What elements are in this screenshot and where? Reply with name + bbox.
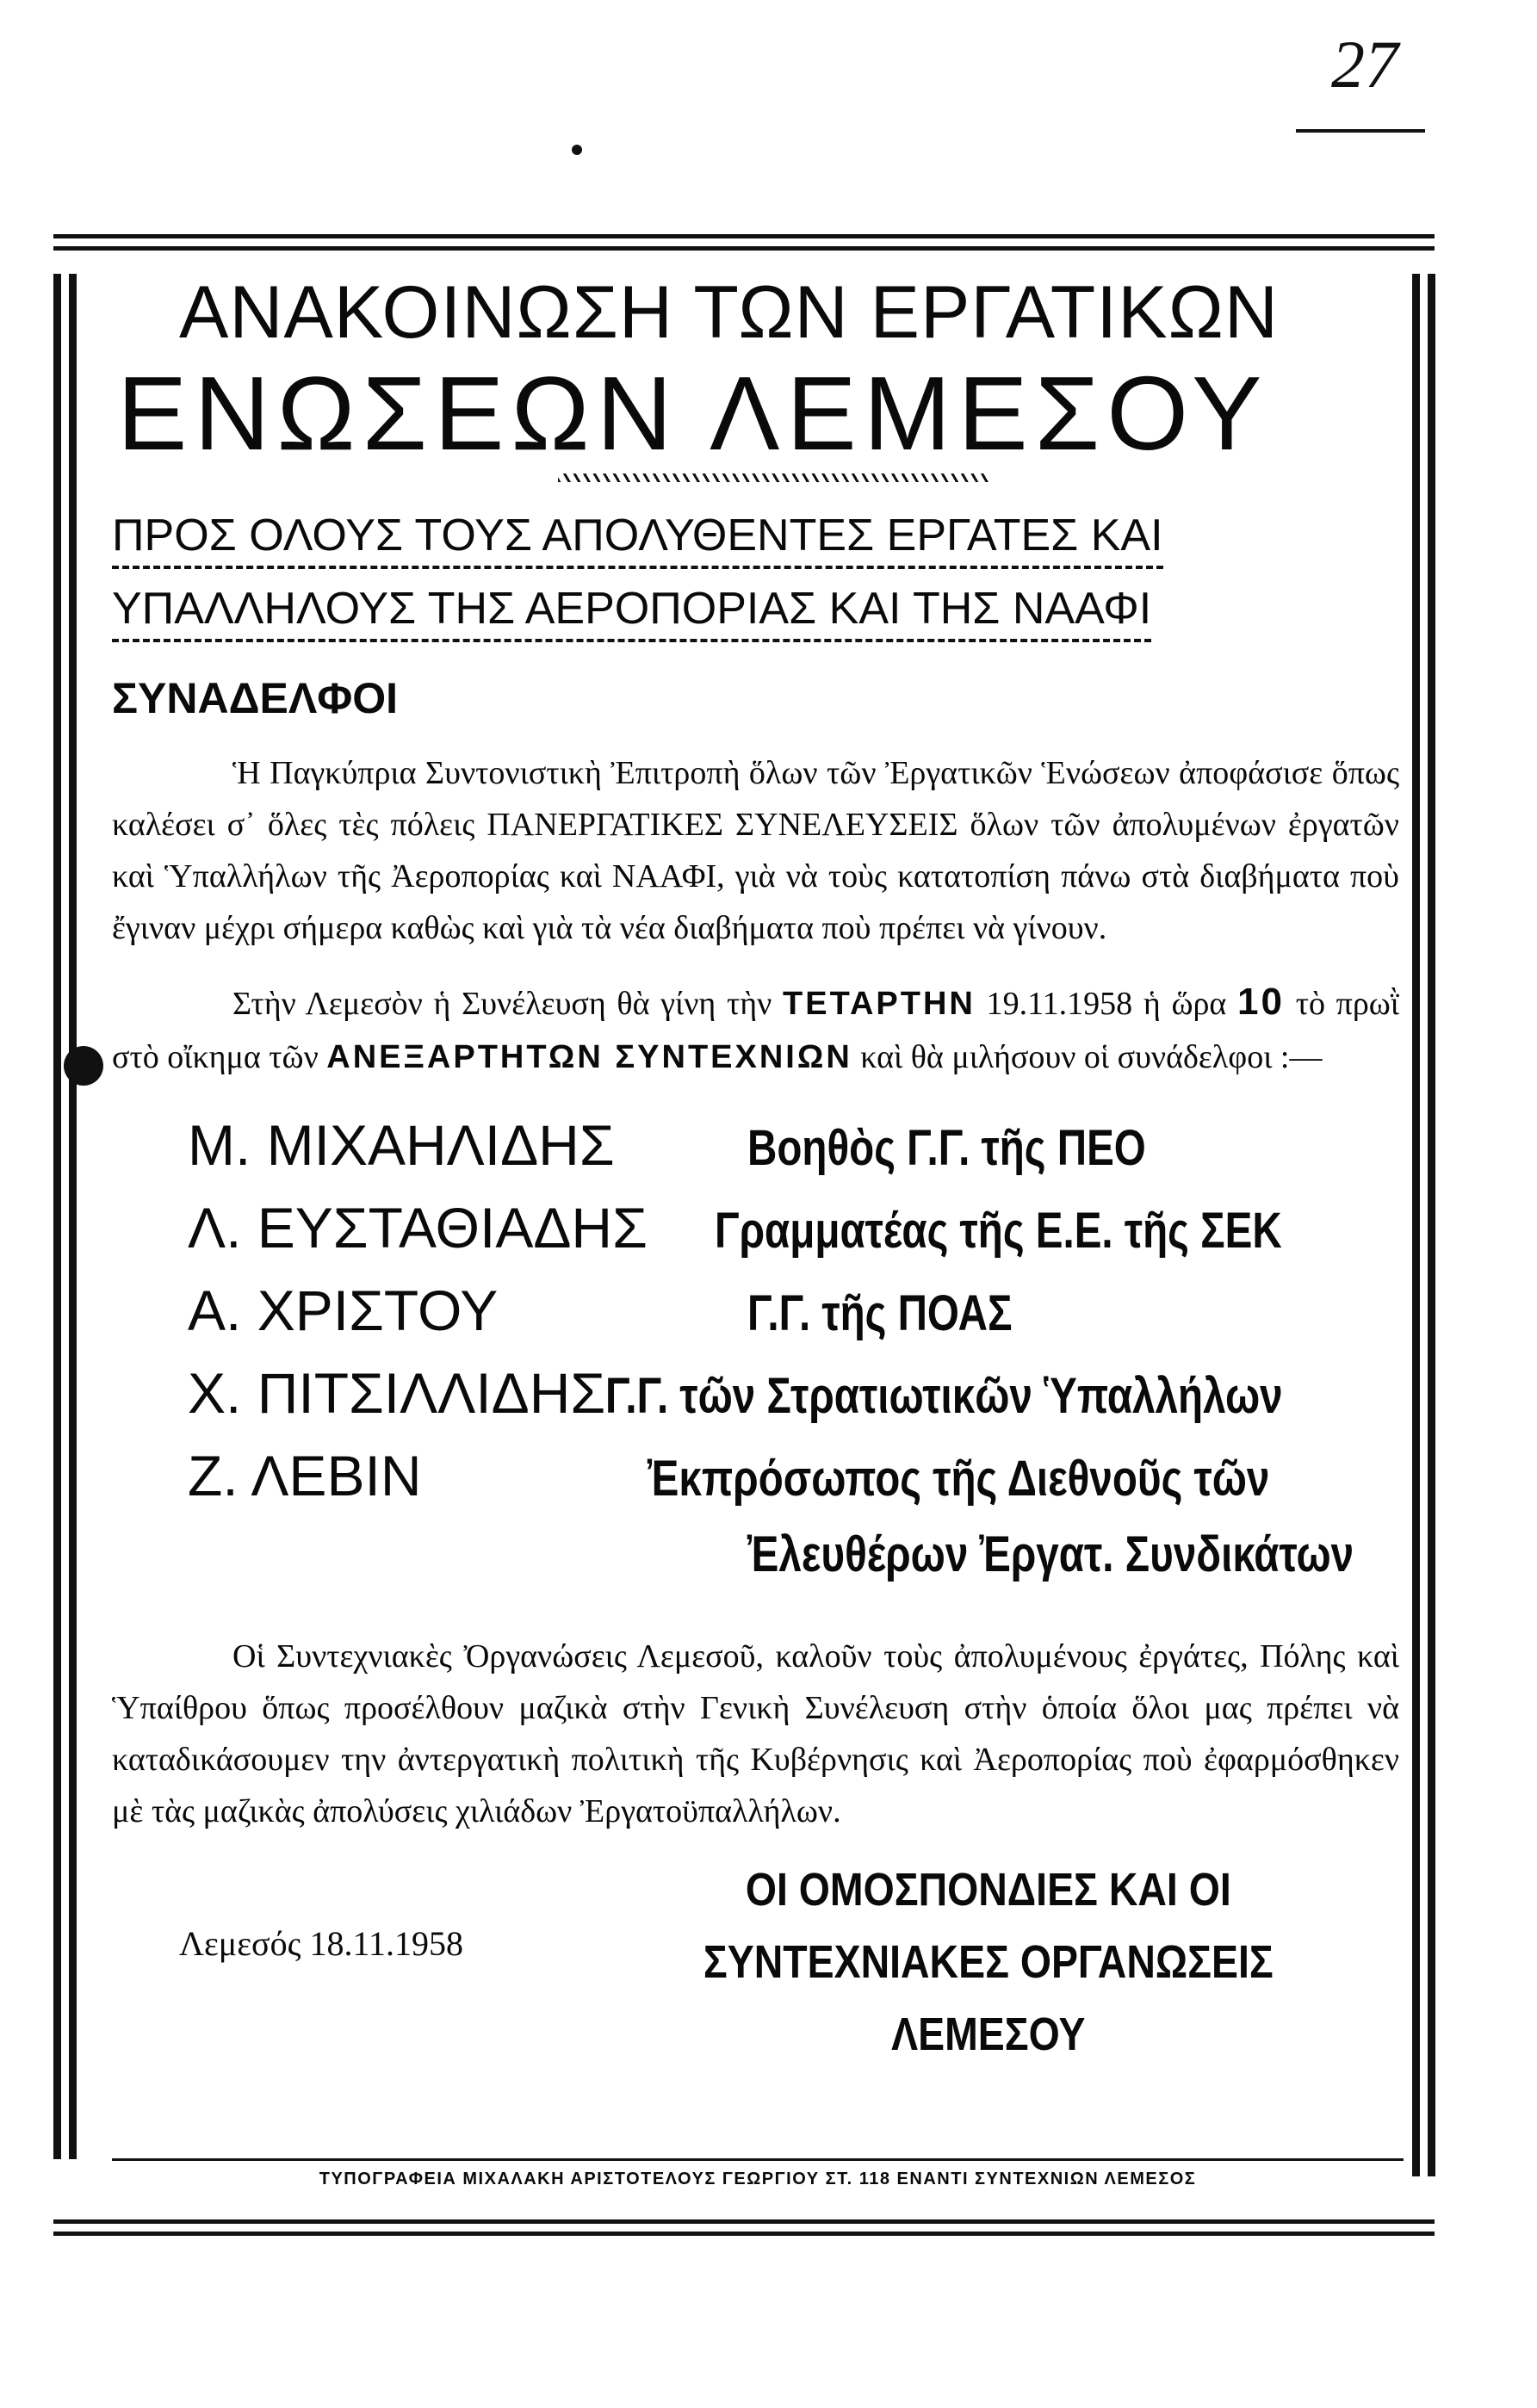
signoff-line2: ΣΥΝΤΕΧΝΙΑΚΕΣ ΟΡΓΑΝΩΣΕΙΣ ΛΕΜΕΣΟΥ xyxy=(703,1935,1274,2060)
signoff-line1: ΟΙ ΟΜΟΣΠΟΝΔΙΕΣ ΚΑΙ ΟΙ xyxy=(745,1864,1231,1916)
paragraph-call-to-action: Οἱ Συντεχνιακὲς Ὀργανώσεις Λεμεσοῦ, καλοῦν τοὺς ἀπολυμένους ἐργάτες, Πόλης καὶ Ὑπαίθρου ὅπως προσέλθουν μαζικὰ στὴν Γενικὴ Συνέλευση στὴν ὁποία ὅλοι μας πρέπει νὰ καταδικάσουμεν την ἀντεργατικὴ πολιτικὴ τῆς Κυβέρνησις καὶ Ἀεροπορίας ποὺ ἐφαρμόσθηκεν μὲ τὰς μαζικὰς ἀπολύσεις χιλιάδων Ἐργατοϋπαλλήλων. xyxy=(112,1638,1399,1830)
notice-title-line1: ΑΝΑΚΟΙΝΩΣΗ ΤΩΝ ΕΡΓΑΤΙΚΩΝ xyxy=(179,271,1279,354)
left-border xyxy=(53,274,61,2159)
speaker-row xyxy=(188,1360,1406,1443)
meeting-date: 19.11.1958 xyxy=(986,985,1133,1022)
meeting-text-d: καὶ θὰ μιλήσουν οἱ συνάδελφοι :— xyxy=(860,1039,1323,1076)
speaker-role-continuation: Ἐλευθέρων Ἐργατ. Συνδικάτων xyxy=(747,1526,1354,1583)
top-rule xyxy=(53,234,1435,238)
recipient-heading xyxy=(93,508,1406,642)
meeting-hour: 10 xyxy=(1237,980,1285,1023)
paragraph-meeting xyxy=(93,972,1406,1084)
printer-rule xyxy=(112,2158,1404,2161)
printer-imprint: ΤΥΠΟΓΡΑΦΕΙΑ ΜΙΧΑΛΑΚΗ ΑΡΙΣΤΟΤΕΛΟΥΣ ΓΕΩΡΓΙΟΥ ΣΤ. 118 ΕΝΑΝΤΙ ΣΥΝΤΕΧΝΙΩΝ ΛΕΜΕΣΟΣ xyxy=(319,2170,1197,2188)
speaker-list xyxy=(93,1112,1406,1608)
speaker-name: Ζ. ΛΕΒΙΝ xyxy=(188,1444,422,1508)
recipient-line1: ΠΡΟΣ ΟΛΟΥΣ ΤΟΥΣ ΑΠΟΛΥΘΕΝΤΕΣ ΕΡΓΑΤΕΣ ΚΑΙ xyxy=(112,508,1163,569)
speaker-row xyxy=(188,1443,1406,1526)
bottom-rule xyxy=(53,2219,1435,2224)
speaker-row xyxy=(188,1195,1406,1278)
meeting-text-b: ἡ ὥρα xyxy=(1143,985,1227,1022)
notice-content xyxy=(93,271,1406,2060)
speaker-row xyxy=(188,1112,1406,1195)
meeting-day: ΤΕΤΑΡΤΗΝ xyxy=(783,985,976,1022)
bottom-rule-inner xyxy=(53,2232,1435,2236)
left-border-inner xyxy=(69,274,77,2159)
page-number: 27 xyxy=(1331,27,1398,102)
speaker-row xyxy=(188,1278,1406,1360)
speaker-name: Χ. ΠΙΤΣΙΛΛΙΔΗΣ xyxy=(188,1361,606,1426)
salutation: ΣΥΝΑΔΕΛΦΟΙ xyxy=(112,674,399,723)
speaker-role: Γ.Γ. τῶν Στρατιωτικῶν Ὑπαλλήλων xyxy=(605,1368,1283,1425)
ink-speck xyxy=(572,145,582,155)
right-border xyxy=(1412,274,1420,2176)
top-rule-inner xyxy=(53,246,1435,251)
speaker-name: Μ. ΜΙΧΑΗΛΙΔΗΣ xyxy=(188,1113,615,1178)
speaker-name: Λ. ΕΥΣΤΑΘΙΑΔΗΣ xyxy=(188,1196,648,1260)
right-border-outer xyxy=(1428,274,1435,2176)
speaker-role: Ἐκπρόσωπος τῆς Διεθνοῦς τῶν xyxy=(648,1451,1270,1507)
meeting-text-a: Στὴν Λεμεσὸν ἡ Συνέλευση θὰ γίνη τὴν xyxy=(232,985,772,1022)
decorative-wavy-underline xyxy=(558,474,989,482)
meeting-text-c: τὸ πρωῒ στὸ οἴκημα τῶν xyxy=(112,985,1400,1076)
notice-title-line2: ΕΝΩΣΕΩΝ ΛΕΜΕΣΟΥ xyxy=(117,355,1269,473)
paragraph-announcement: Ἡ Παγκύπρια Συντονιστικὴ Ἐπιτροπὴ ὅλων τῶν Ἐργατικῶν Ἑνώσεων ἀποφάσισε ὅπως καλέσει σ᾿ ὅλες τὲς πόλεις ΠΑΝΕΡΓΑΤΙΚΕΣ ΣΥΝΕΛΕΥΣΕΙΣ ὅλων τῶν ἀπολυμένων ἐργατῶν καὶ Ὑπαλλήλων τῆς Ἀεροπορίας καὶ ΝΑΑΦΙ, γιὰ νὰ τοὺς κατατοπίση πάνω στὰ διαβήματα ποὺ ἔγιναν μέχρι σήμερα καθὼς καὶ γιὰ τὰ νέα διαβήματα ποὺ πρέπει νὰ γίνουν. xyxy=(112,755,1399,947)
recipient-line2: ΥΠΑΛΛΗΛΟΥΣ ΤΗΣ ΑΕΡΟΠΟΡΙΑΣ ΚΑΙ ΤΗΣ ΝΑΑΦΙ xyxy=(112,581,1151,642)
speaker-role: Γ.Γ. τῆς ΠΟΑΣ xyxy=(747,1285,1013,1342)
notice-date: Λεμεσός 18.11.1958 xyxy=(179,1924,463,1964)
speaker-name: Α. ΧΡΙΣΤΟΥ xyxy=(188,1278,499,1343)
page-number-underline xyxy=(1296,129,1425,133)
meeting-venue: ΑΝΕΞΑΡΤΗΤΩΝ ΣΥΝΤΕΧΝΙΩΝ xyxy=(326,1039,852,1076)
notice-footer xyxy=(93,1854,1406,2060)
speaker-role: Γραμματέας τῆς Ε.Ε. τῆς ΣΕΚ xyxy=(714,1203,1282,1260)
speaker-role: Βοηθὸς Γ.Γ. τῆς ΠΕΟ xyxy=(747,1120,1146,1177)
signoff xyxy=(670,1854,1307,2071)
